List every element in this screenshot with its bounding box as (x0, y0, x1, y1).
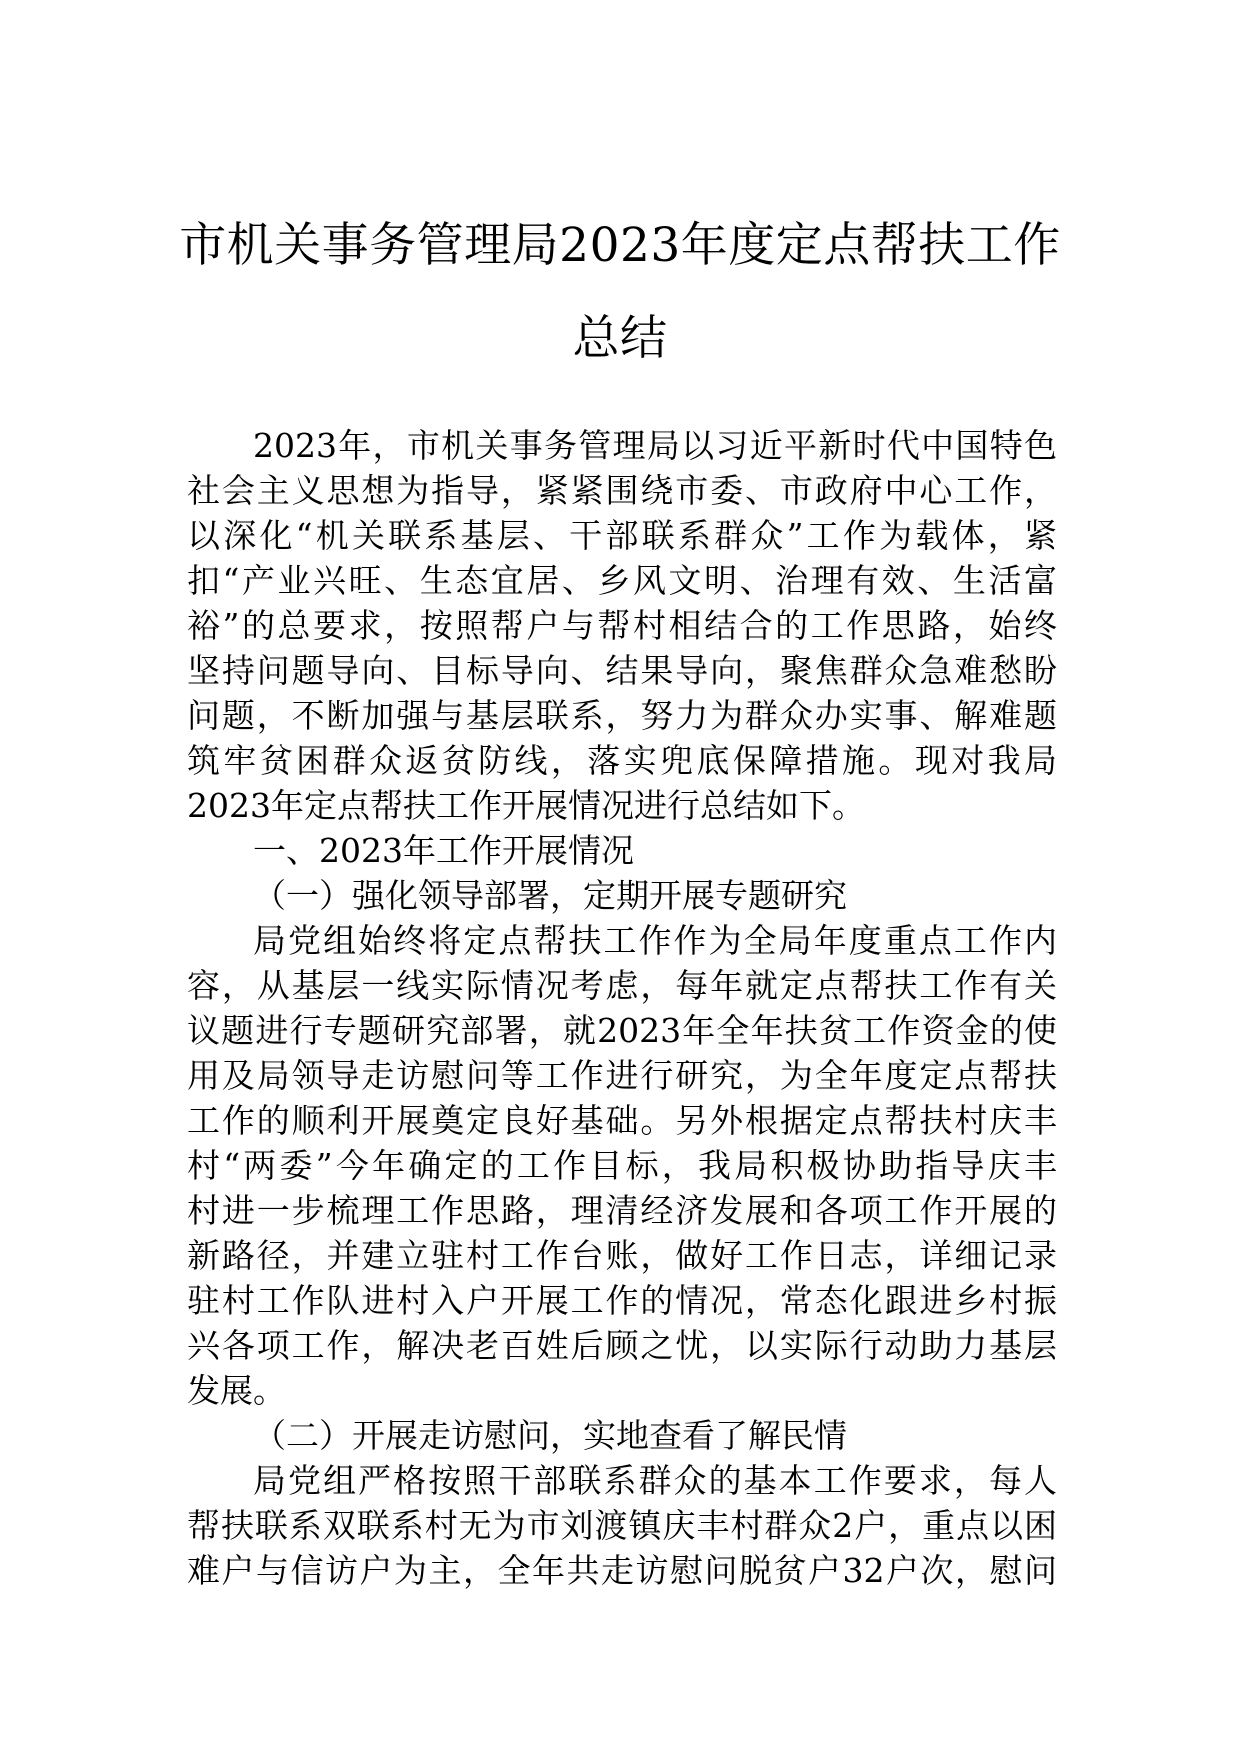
body-text-line: 村进一步梳理工作思路，理清经济发展和各项工作开展的 (187, 1191, 1057, 1230)
body-text-line: 社会主义思想为指导，紧紧围绕市委、市政府中心工作， (187, 471, 1057, 510)
body-text-line: 工作的顺利开展奠定良好基础。另外根据定点帮扶村庆丰 (187, 1101, 1057, 1140)
body-text-line: （一）强化领导部署，定期开展专题研究 (253, 876, 847, 915)
body-text-line: 用及局领导走访慰问等工作进行研究，为全年度定点帮扶 (187, 1056, 1057, 1095)
body-text-line: 以深化“机关联系基层、干部联系群众”工作为载体，紧 (187, 516, 1057, 555)
body-text-line: 坚持问题导向、目标导向、结果导向，聚焦群众急难愁盼 (187, 651, 1057, 690)
body-text-line: 议题进行专题研究部署，就2023年全年扶贫工作资金的使 (187, 1011, 1057, 1050)
body-text-line: 兴各项工作，解决老百姓后顾之忧，以实际行动助力基层 (187, 1326, 1057, 1365)
body-text-line: 问题，不断加强与基层联系，努力为群众办实事、解难题 (187, 696, 1057, 735)
document-body (187, 423, 1057, 1593)
body-text-line: 难户与信访户为主，全年共走访慰问脱贫户32户次，慰问 (187, 1551, 1057, 1590)
body-text-line: 扣“产业兴旺、生态宜居、乡风文明、治理有效、生活富 (187, 561, 1057, 600)
body-text-line: 新路径，并建立驻村工作台账，做好工作日志，详细记录 (187, 1236, 1057, 1275)
body-text-line: 容，从基层一线实际情况考虑，每年就定点帮扶工作有关 (187, 966, 1057, 1005)
body-text-line: （二）开展走访慰问，实地查看了解民情 (253, 1416, 847, 1455)
body-text-line: 2023年，市机关事务管理局以习近平新时代中国特色 (253, 426, 1057, 465)
body-text-line: 2023年定点帮扶工作开展情况进行总结如下。 (187, 786, 865, 825)
body-text-line: 一、2023年工作开展情况 (253, 831, 634, 870)
body-text-line: 筑牢贫困群众返贫防线，落实兜底保障措施。现对我局 (187, 741, 1057, 780)
body-text-line: 裕”的总要求，按照帮户与帮村相结合的工作思路，始终 (187, 606, 1057, 645)
body-text-line: 发展。 (187, 1371, 286, 1410)
body-text-line: 驻村工作队进村入户开展工作的情况，常态化跟进乡村振 (187, 1281, 1057, 1320)
document-title-line-1: 市机关事务管理局2023年度定点帮扶工作 (179, 218, 1061, 273)
body-text-line: 村“两委”今年确定的工作目标，我局积极协助指导庆丰 (187, 1146, 1057, 1185)
body-text-line: 帮扶联系双联系村无为市刘渡镇庆丰村群众2户，重点以困 (187, 1506, 1057, 1545)
body-text-line: 局党组严格按照干部联系群众的基本工作要求，每人 (253, 1461, 1057, 1500)
body-text-line: 局党组始终将定点帮扶工作作为全局年度重点工作内 (253, 921, 1057, 960)
document-title-line-2: 总结 (572, 311, 668, 366)
